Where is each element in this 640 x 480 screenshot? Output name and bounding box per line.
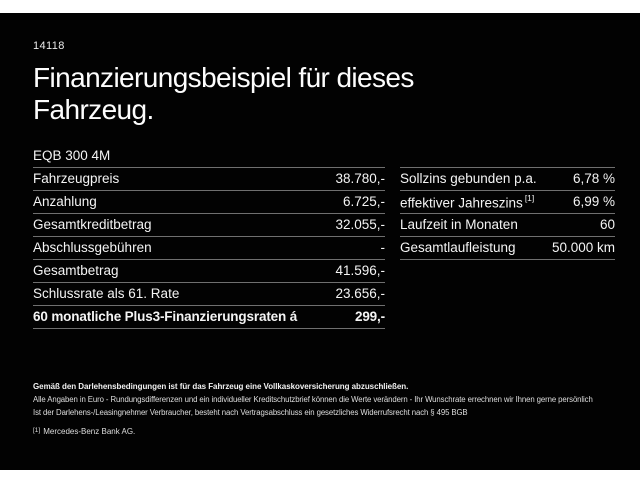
table-row: [33, 214, 385, 237]
row-value: 23.656,-: [335, 286, 385, 302]
table-row: [33, 168, 385, 191]
table-row: [400, 237, 615, 260]
row-value: 6,99 %: [572, 194, 615, 210]
table-row: [33, 237, 385, 260]
row-value: -: [380, 240, 385, 256]
page-title: Finanzierungsbeispiel für dieses Fahrzeug.: [33, 62, 414, 125]
row-label: Gesamtlaufleistung: [400, 240, 516, 256]
table-row: [400, 214, 615, 237]
row-value: 50.000 km: [551, 240, 615, 256]
financing-panel: [0, 13, 640, 470]
legal-note-line: Alle Angaben in Euro - Rundungsdifferenzen und ein individueller Kreditschutzbrief können die Werte verändern - Ihr Wunschrate errechnen wir Ihnen gerne persönlich: [33, 394, 593, 404]
legal-note-line: Ist der Darlehens-/Leasingnehmer Verbraucher, besteht nach Vertragsabschluss ein gesetzliches Widerrufsrecht nach § 495 BGB: [33, 407, 468, 417]
financing-conditions-table: [400, 167, 615, 260]
legal-notes: [33, 380, 615, 438]
table-row: [33, 260, 385, 283]
footnote-text: Mercedes-Benz Bank AG.: [43, 426, 136, 436]
row-label: Schlussrate als 61. Rate: [33, 286, 180, 302]
table-row: [400, 191, 615, 214]
row-value: 38.780,-: [335, 171, 385, 187]
row-value: 32.055,-: [335, 217, 385, 233]
table-row: [33, 283, 385, 306]
row-value: 6,78 %: [572, 171, 615, 187]
row-value: 6.725,-: [342, 194, 385, 210]
table-row: [400, 168, 615, 191]
model-row: [33, 145, 385, 168]
row-label: Abschlussgebühren: [33, 240, 152, 256]
row-value: 41.596,-: [335, 263, 385, 279]
row-label: Laufzeit in Monaten: [400, 217, 518, 233]
offer-code: 14118: [33, 40, 65, 52]
row-value: 299,-: [354, 309, 385, 325]
footnote-marker: [1]: [33, 426, 41, 434]
row-label: effektiver Jahreszins [1]: [400, 192, 535, 210]
row-value: 60: [599, 217, 615, 233]
insurance-note: Gemäß den Darlehensbedingungen ist für das Fahrzeug eine Vollkaskoversicherung abzuschließen.: [33, 381, 409, 391]
row-label: Fahrzeugpreis: [33, 171, 120, 187]
row-label: 60 monatliche Plus3-Finanzierungsraten á: [33, 309, 298, 325]
row-label: Sollzins gebunden p.a.: [400, 171, 537, 187]
vehicle-model: EQB 300 4M: [33, 148, 111, 164]
row-label: Gesamtbetrag: [33, 263, 119, 279]
monthly-rate-row: [33, 306, 385, 329]
footnote-ref: [1]: [524, 192, 535, 203]
table-row: [33, 191, 385, 214]
bank-footnote: [33, 425, 615, 438]
financing-tables: [33, 145, 615, 329]
financing-cost-table: [33, 145, 385, 329]
row-label: Gesamtkreditbetrag: [33, 217, 152, 233]
row-label: Anzahlung: [33, 194, 97, 210]
